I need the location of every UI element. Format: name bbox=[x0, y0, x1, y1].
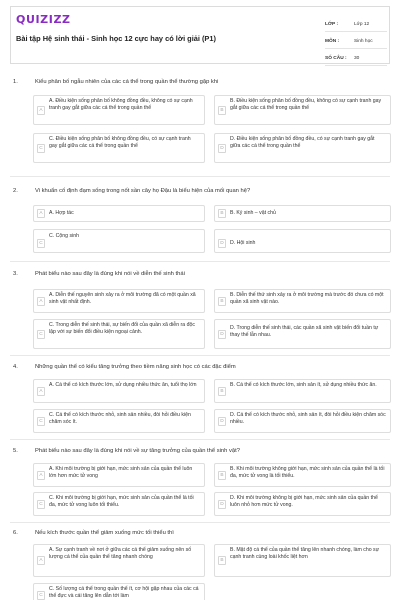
meta-value: Lớp 12 bbox=[354, 22, 370, 27]
meta-value: Sinh học bbox=[354, 39, 373, 44]
divider bbox=[10, 522, 390, 523]
option-a[interactable] bbox=[33, 289, 205, 313]
question-number: 3. bbox=[13, 271, 18, 277]
option-a[interactable] bbox=[33, 463, 205, 487]
option-c[interactable] bbox=[33, 229, 205, 253]
option-d[interactable] bbox=[214, 492, 391, 516]
option-a[interactable] bbox=[33, 205, 205, 222]
option-letter-badge: A bbox=[37, 106, 45, 115]
option-letter-badge: A bbox=[37, 387, 45, 396]
option-letter-badge: C bbox=[37, 591, 45, 600]
option-c[interactable] bbox=[33, 319, 205, 349]
meta-label: SỐ CÂU : bbox=[325, 56, 347, 61]
divider bbox=[10, 439, 390, 440]
option-a[interactable] bbox=[33, 379, 205, 403]
question-text: Phát biểu nào sau đây là đúng khi nói về sự tăng trưởng của quần thể sinh vật? bbox=[35, 448, 240, 454]
question-text: Kiểu phân bố ngẫu nhiên của các cá thể trong quần thể thường gặp khi bbox=[35, 79, 219, 85]
option-c[interactable] bbox=[33, 409, 205, 433]
option-letter-badge: B bbox=[218, 387, 226, 396]
meta-subject bbox=[325, 36, 387, 49]
option-c[interactable] bbox=[33, 492, 205, 516]
option-text: A. Điều kiện sống phân bố không đồng đều, không có sự cạnh tranh gay gắt giữa các cá thể trong quần thể bbox=[49, 98, 193, 111]
question-number: 6. bbox=[13, 530, 18, 536]
option-letter-badge: C bbox=[37, 144, 45, 153]
option-letter-badge: C bbox=[37, 417, 45, 426]
option-a[interactable] bbox=[33, 544, 205, 577]
option-text: C. Khi môi trường bị giới hạn, mức sinh sản của quần thể là tối đa, mức tử vong luôn tối thiểu. bbox=[49, 495, 194, 508]
option-text: D. Trong diễn thế sinh thái, các quần xã sinh vật biến đổi tuần tự thay thế lẫn nhau. bbox=[230, 325, 379, 338]
option-text: B. Mật độ cá thể của quần thể tăng lên nhanh chóng, làm cho sự cạnh tranh cùng loài khốc liệt hơn bbox=[230, 547, 380, 560]
question-number: 2. bbox=[13, 188, 18, 194]
option-letter-badge: B bbox=[218, 556, 226, 565]
option-letter-badge: C bbox=[37, 239, 45, 248]
question-number: 5. bbox=[13, 448, 18, 454]
option-text: D. Cá thể có kích thước nhỏ, sinh sản ít, đòi hỏi điều kiện chăm sóc nhiều. bbox=[230, 412, 386, 425]
option-letter-badge: B bbox=[218, 106, 226, 115]
option-text: C. Điều kiện sống phân bố không đồng đều, có sự cạnh tranh gay gắt giữa các cá thể trong quần thể bbox=[49, 136, 191, 149]
option-c[interactable] bbox=[33, 583, 205, 600]
option-text: A. Khi môi trường bị giới hạn, mức sinh sản của quần thể luôn lớn hơn mức tử vong bbox=[49, 466, 193, 479]
option-letter-badge: A bbox=[37, 209, 45, 218]
option-b[interactable] bbox=[214, 289, 391, 313]
option-letter-badge: D bbox=[218, 239, 226, 248]
option-letter-badge: A bbox=[37, 471, 45, 480]
option-d[interactable] bbox=[214, 229, 391, 253]
option-b[interactable] bbox=[214, 205, 391, 222]
option-text: C. Trong diễn thế sinh thái, sự biến đổi của quần xã diễn ra độc lập với sự biến đổi điều kiện ngoại cảnh. bbox=[49, 322, 195, 335]
option-c[interactable] bbox=[33, 133, 205, 163]
divider bbox=[10, 176, 390, 177]
option-letter-badge: B bbox=[218, 471, 226, 480]
meta-question-count bbox=[325, 53, 387, 66]
option-a[interactable] bbox=[33, 95, 205, 125]
option-text: D. Hội sinh bbox=[230, 240, 256, 246]
divider bbox=[10, 355, 390, 356]
option-d[interactable] bbox=[214, 319, 391, 349]
document-title: Bài tập Hệ sinh thái - Sinh học 12 cực hay có lời giải (P1) bbox=[16, 34, 216, 43]
question-text: Phát biểu nào sau đây là đúng khi nói về diễn thế sinh thái bbox=[35, 271, 185, 277]
quizizz-logo[interactable]: QUIZIZZ bbox=[16, 13, 71, 26]
option-text: C. Số lượng cá thể trong quần thể ít, cơ hội gặp nhau của các cá thể đực và cái tăng lên dẫn tới làm bbox=[49, 586, 199, 599]
question-text: Nếu kích thước quần thể giảm xuống mức tối thiểu thì bbox=[35, 530, 174, 536]
option-text: B. Ký sinh – vật chủ bbox=[230, 210, 276, 216]
meta-grade bbox=[325, 19, 387, 32]
option-letter-badge: B bbox=[218, 209, 226, 218]
question-number: 1. bbox=[13, 79, 18, 85]
option-d[interactable] bbox=[214, 409, 391, 433]
option-text: C. Cá thể có kích thước nhỏ, sinh sản nhiều, đòi hỏi điều kiện chăm sóc ít. bbox=[49, 412, 191, 425]
option-text: B. Diễn thế thứ sinh xảy ra ở môi trường mà trước đó chưa có một quần xã sinh vật nào. bbox=[230, 292, 384, 305]
question-text: Vi khuẩn cố định đạm sống trong nốt sần cây họ Đậu là biểu hiện của mối quan hệ? bbox=[35, 188, 251, 194]
option-b[interactable] bbox=[214, 544, 391, 577]
option-text: B. Cá thể có kích thước lớn, sinh sản ít, sử dụng nhiều thức ăn. bbox=[230, 382, 377, 388]
option-b[interactable] bbox=[214, 463, 391, 487]
option-text: A. Sự cạnh tranh về nơi ở giữa các cá thể giảm xuống nên số lượng cá thể của quần thể tăng nhanh chóng bbox=[49, 547, 192, 560]
option-letter-badge: C bbox=[37, 500, 45, 509]
question-number: 4. bbox=[13, 364, 18, 370]
option-b[interactable] bbox=[214, 95, 391, 125]
option-letter-badge: D bbox=[218, 500, 226, 509]
option-d[interactable] bbox=[214, 133, 391, 163]
option-text: D. Khi môi trường không bị giới hạn, mức sinh sản của quần thể luôn nhỏ hơn mức tử vong. bbox=[230, 495, 378, 508]
option-letter-badge: D bbox=[218, 330, 226, 339]
option-letter-badge: B bbox=[218, 297, 226, 306]
option-letter-badge: C bbox=[37, 330, 45, 339]
option-letter-badge: D bbox=[218, 417, 226, 426]
option-text: B. Khi môi trường không giới hạn, mức sinh sản của quần thể là tối đa, mức tử vong là tối thiểu. bbox=[230, 466, 385, 479]
meta-value: 30 bbox=[354, 56, 360, 61]
option-text: C. Cộng sinh bbox=[49, 233, 79, 239]
option-letter-badge: D bbox=[218, 144, 226, 153]
option-b[interactable] bbox=[214, 379, 391, 403]
option-letter-badge: A bbox=[37, 556, 45, 565]
option-text: D. Điều kiện sống phân bố đồng đều, có sự cạnh tranh gay gắt giữa các cá thể trong quần thể bbox=[230, 136, 375, 149]
option-text: A. Cá thể có kích thước lớn, sử dụng nhiều thức ăn, tuổi thọ lớn bbox=[49, 382, 197, 388]
option-text: A. Diễn thế nguyên sinh xảy ra ở môi trường đã có một quần xã sinh vật nhất định. bbox=[49, 292, 196, 305]
document-header bbox=[10, 6, 390, 64]
meta-label: LỚP : bbox=[325, 22, 339, 27]
option-text: B. Điều kiện sống phân bố đồng đều, không có sự cạnh tranh gay gắt giữa các cá thể trong quần thể bbox=[230, 98, 382, 111]
divider bbox=[10, 261, 390, 262]
option-letter-badge: A bbox=[37, 297, 45, 306]
question-text: Những quần thể có kiểu tăng trưởng theo tiềm năng sinh học có các đặc điểm bbox=[35, 364, 236, 370]
option-text: A. Hợp tác bbox=[49, 210, 74, 216]
meta-label: MÔN : bbox=[325, 39, 340, 44]
